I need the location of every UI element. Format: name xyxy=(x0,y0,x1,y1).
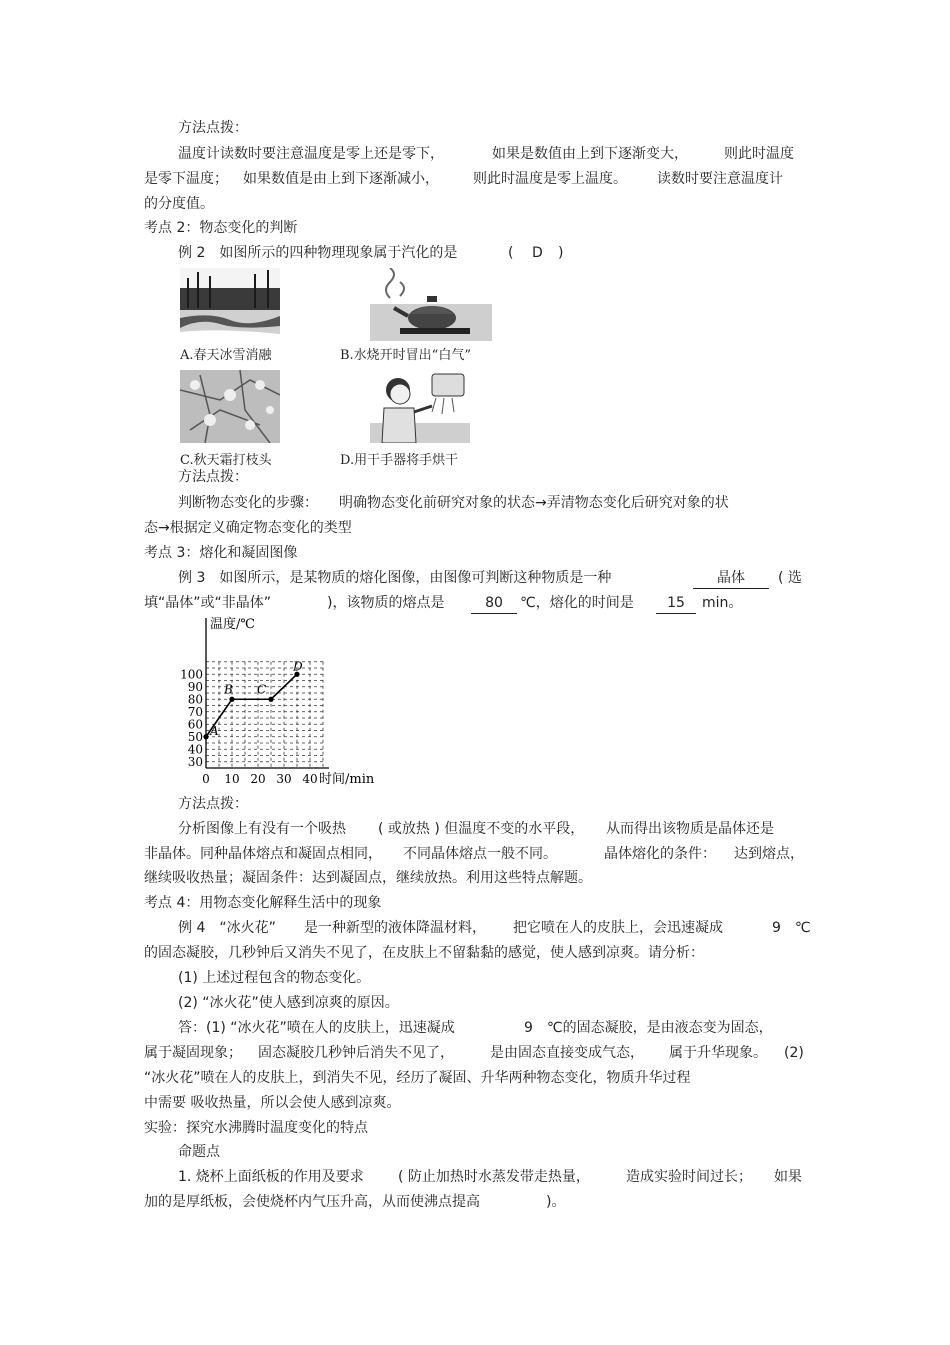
kp4-heading: 考点 4：用物态变化解释生活中的现象 xyxy=(144,895,382,911)
ex3-answer-time: 15 xyxy=(656,593,696,614)
tip1-line2c: 则此时温度是零上温度。 xyxy=(473,171,627,187)
y-tick-label: 90 xyxy=(187,679,203,694)
ex4-line2: 的固态凝胶，几秒钟后又消失不见了，在皮肤上不留黏黏的感觉，使人感到凉爽。请分析： xyxy=(144,945,704,961)
y-tick-label: 30 xyxy=(187,754,203,769)
x-tick-label: 10 xyxy=(224,772,240,786)
figure-c-caption: C.秋天霜打枝头 xyxy=(180,453,272,468)
figure-d-caption: D.用干手器将手烘干 xyxy=(340,453,459,468)
tip3-line2c: 晶体熔化的条件： xyxy=(604,846,716,862)
ans-line1b: 9 ℃的固态凝胶，是由液态变为固态， xyxy=(524,1020,773,1036)
data-point-b xyxy=(229,697,234,702)
tip2-line1b: 明确物态变化前研究对象的状态→弄清物态变化后研究对象的状 xyxy=(339,495,729,511)
point-label-a: A xyxy=(210,723,219,738)
ans-line2d: 属于升华现象。 xyxy=(669,1045,767,1061)
mt1-line1c: 造成实验时间过长； xyxy=(626,1169,752,1185)
figure-a-caption: A.春天冰雪消融 xyxy=(180,348,272,363)
data-point-a xyxy=(203,734,208,739)
tip3-line2b: 不同晶体熔点一般不同。 xyxy=(403,846,557,862)
ans-line4: 中需要 吸收热量，所以会使人感到凉爽。 xyxy=(144,1095,401,1111)
tip2-heading: 方法点拨： xyxy=(178,469,248,485)
ans-line2c: 是由固态直接变成气态， xyxy=(490,1045,644,1061)
x-tick-label: 20 xyxy=(250,772,266,786)
tip1-line1a: 温度计读数时要注意温度是零上还是零下， xyxy=(178,146,444,162)
x-tick-label: 30 xyxy=(276,772,292,786)
ex3-line2d: min。 xyxy=(702,595,743,611)
tip2-line2: 态→根据定义确定物态变化的类型 xyxy=(144,520,352,536)
y-tick-label: 100 xyxy=(180,667,203,682)
ex3-answer-melting-point: 80 xyxy=(471,593,517,614)
figure-d-hand-dryer-image xyxy=(370,368,470,443)
tip3-line1a: 分析图像上有没有一个吸热 xyxy=(178,821,346,837)
mt1-line1b: ( 防止加热时水蒸发带走热量， xyxy=(398,1169,590,1185)
tip1-line2b: 如果数值是由上到下逐渐减小， xyxy=(243,171,439,187)
point-label-d: D xyxy=(293,659,303,674)
tip3-heading: 方法点拨： xyxy=(178,796,248,812)
y-tick-label: 40 xyxy=(187,742,203,757)
kp2-heading: 考点 2：物态变化的判断 xyxy=(144,220,298,236)
ex4-line1d: 9 ℃ xyxy=(772,920,811,936)
tip2-line1a: 判断物态变化的步骤： xyxy=(178,495,318,511)
mt1-line1d: 如果 xyxy=(774,1169,802,1185)
y-tick-label: 60 xyxy=(187,717,203,732)
ex4-line1a: 例 4 “冰火花” xyxy=(178,920,276,936)
kp3-heading: 考点 3：熔化和凝固图像 xyxy=(144,545,298,561)
ex4-line1b: 是一种新型的液体降温材料， xyxy=(304,920,486,936)
y-axis-label: 温度/℃ xyxy=(210,617,255,632)
ex4-q2: (2) “冰火花”使人感到凉爽的原因。 xyxy=(178,995,399,1011)
ex3-blank3 xyxy=(656,593,696,614)
ex4-q1: (1) 上述过程包含的物态变化。 xyxy=(178,970,371,986)
tip1-line2a: 是零下温度； xyxy=(144,171,228,187)
y-tick-label: 70 xyxy=(187,704,203,719)
proposition-heading: 命题点 xyxy=(178,1144,220,1160)
ex3-line2b: )，该物质的熔点是 xyxy=(327,595,445,611)
x-tick-label: 0 xyxy=(202,772,210,786)
ex2-answer: D xyxy=(532,245,543,261)
tip1-line3: 的分度值。 xyxy=(144,196,214,212)
experiment-heading: 实验：探究水沸腾时温度变化的特点 xyxy=(144,1120,368,1136)
tip3-line2d: 达到熔点， xyxy=(734,846,804,862)
tip3-line1c: 从而得出该物质是晶体还是 xyxy=(606,821,774,837)
mt1-line2b: )。 xyxy=(546,1194,566,1210)
ex4-line1c: 把它喷在人的皮肤上，会迅速凝成 xyxy=(513,920,723,936)
ex2-paren-open: ( xyxy=(508,245,514,261)
tip1-heading: 方法点拨： xyxy=(178,120,248,136)
ex3-line2a: 填“晶体”或“非晶体” xyxy=(144,595,272,611)
ans-line2e: (2) xyxy=(784,1045,804,1061)
mt1-line2a: 加的是厚纸板，会使烧杯内气压升高，从而使沸点提高 xyxy=(144,1194,480,1210)
tip1-line1c: 则此时温度 xyxy=(724,146,794,162)
y-tick-label: 50 xyxy=(187,729,203,744)
ex3-blank2 xyxy=(471,593,517,614)
tip1-line2d: 读数时要注意温度计 xyxy=(657,171,783,187)
melting-chart xyxy=(175,612,390,790)
ex3-line2c: ℃，熔化的时间是 xyxy=(520,595,634,611)
figure-a-snow-image xyxy=(180,268,280,341)
ex3-line1b: ( 选 xyxy=(778,570,802,586)
ans-line2b: 固态凝胶几秒钟后消失不见了， xyxy=(258,1045,454,1061)
mt1-line1a: 1. 烧杯上面纸板的作用及要求 xyxy=(178,1169,364,1185)
ex3-line1a: 例 3 如图所示，是某物质的熔化图像，由图像可判断这种物质是一种 xyxy=(178,570,612,586)
x-tick-label: 40 xyxy=(302,772,318,786)
point-label-b: B xyxy=(224,682,233,697)
figure-c-frost-image xyxy=(180,370,280,443)
y-tick-label: 80 xyxy=(187,692,203,707)
ex2-paren-close: ) xyxy=(558,245,564,261)
tip3-line3: 继续吸收热量；凝固条件：达到凝固点，继续放热。利用这些特点解题。 xyxy=(144,870,592,886)
point-label-c: C xyxy=(257,682,267,697)
figure-b-kettle-image xyxy=(370,268,492,341)
figure-b-caption: B.水烧开时冒出“白气” xyxy=(340,348,471,363)
x-axis-label: 时间/min xyxy=(319,772,375,787)
ans-line3: “冰火花”喷在人的皮肤上，到消失不见，经历了凝固、升华两种物态变化，物质升华过程 xyxy=(144,1070,691,1086)
ex2-question: 例 2 如图所示的四种物理现象属于汽化的是 xyxy=(178,245,458,261)
ex3-answer-crystal: 晶体 xyxy=(693,568,769,589)
ans-line1a: 答：(1) “冰火花”喷在人的皮肤上，迅速凝成 xyxy=(178,1020,455,1036)
ans-line2a: 属于凝固现象； xyxy=(144,1045,242,1061)
ex3-blank1 xyxy=(693,568,769,589)
tip3-line1b: ( 或放热 ) 但温度不变的水平段， xyxy=(378,821,585,837)
tip3-line2a: 非晶体。同种晶体熔点和凝固点相同， xyxy=(144,846,382,862)
tip1-line1b: 如果是数值由上到下逐渐变大， xyxy=(492,146,688,162)
data-point-c xyxy=(268,697,273,702)
